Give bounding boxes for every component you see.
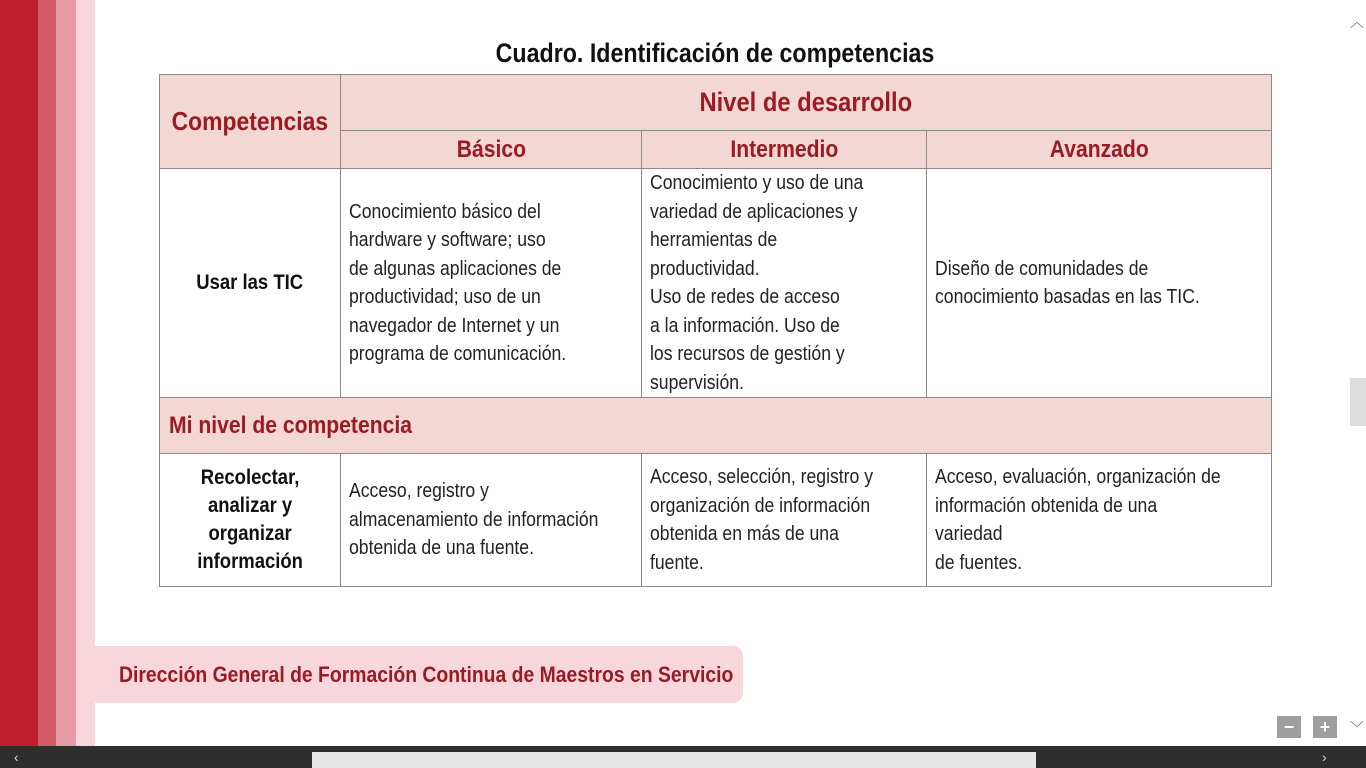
cell-usar-tic-basico: Conocimiento básico del hardware y software; uso de algunas aplicaciones de productividad; uso de un navegador de Internet y un programa de comunicación. [341, 169, 642, 398]
table-row [160, 454, 1272, 587]
scroll-down-icon[interactable]: ﹀ [1350, 720, 1364, 736]
cell-recolectar-avanzado: Acceso, evaluación, organización de información obtenida de una variedad de fuentes. [927, 454, 1272, 587]
table-title: Cuadro. Identificación de competencias [495, 38, 935, 68]
row-label-usar-tic: Usar las TIC [160, 169, 341, 398]
nivel-desarrollo-header: Nivel de desarrollo [341, 75, 1272, 131]
competencies-table [159, 74, 1272, 587]
cell-recolectar-basico: Acceso, registro y almacenamiento de información obtenida de una fuente. [341, 454, 642, 587]
section-mi-nivel: Mi nivel de competencia [160, 398, 1272, 454]
footer-banner [95, 646, 743, 703]
decorative-stripe-pale [76, 0, 95, 746]
scroll-right-icon[interactable]: › [1322, 749, 1327, 765]
scroll-left-icon[interactable]: ‹ [14, 749, 19, 765]
horizontal-scroll-thumb[interactable] [312, 752, 1036, 768]
zoom-in-button[interactable]: + [1313, 716, 1337, 738]
competencias-header: Competencias [160, 75, 341, 169]
vertical-scrollbar[interactable] [1346, 0, 1366, 746]
cell-recolectar-intermedio: Acceso, selección, registro y organización de información obtenida en más de una fuente. [642, 454, 927, 587]
footer-text: Dirección General de Formación Continua de Maestros en Servicio [119, 661, 734, 687]
zoom-out-button[interactable]: − [1277, 716, 1301, 738]
level-intermedio-header: Intermedio [642, 131, 927, 169]
vertical-scroll-thumb[interactable] [1350, 378, 1366, 426]
decorative-stripe-light [56, 0, 76, 746]
cell-usar-tic-intermedio: Conocimiento y uso de una variedad de aplicaciones y herramientas de productividad. Uso de redes de acceso a la información. Uso de los recursos de gestión y supervisión. [642, 169, 927, 398]
level-avanzado-header: Avanzado [927, 131, 1272, 169]
decorative-stripe-dark [0, 0, 38, 746]
decorative-stripe-medium [38, 0, 56, 746]
level-basico-header: Básico [341, 131, 642, 169]
cell-usar-tic-avanzado: Diseño de comunidades de conocimiento basadas en las TIC. [927, 169, 1272, 398]
scroll-up-icon[interactable]: ︿ [1350, 14, 1364, 30]
table-row [160, 169, 1272, 398]
row-label-recolectar: Recolectar, analizar y organizar información [160, 454, 341, 587]
